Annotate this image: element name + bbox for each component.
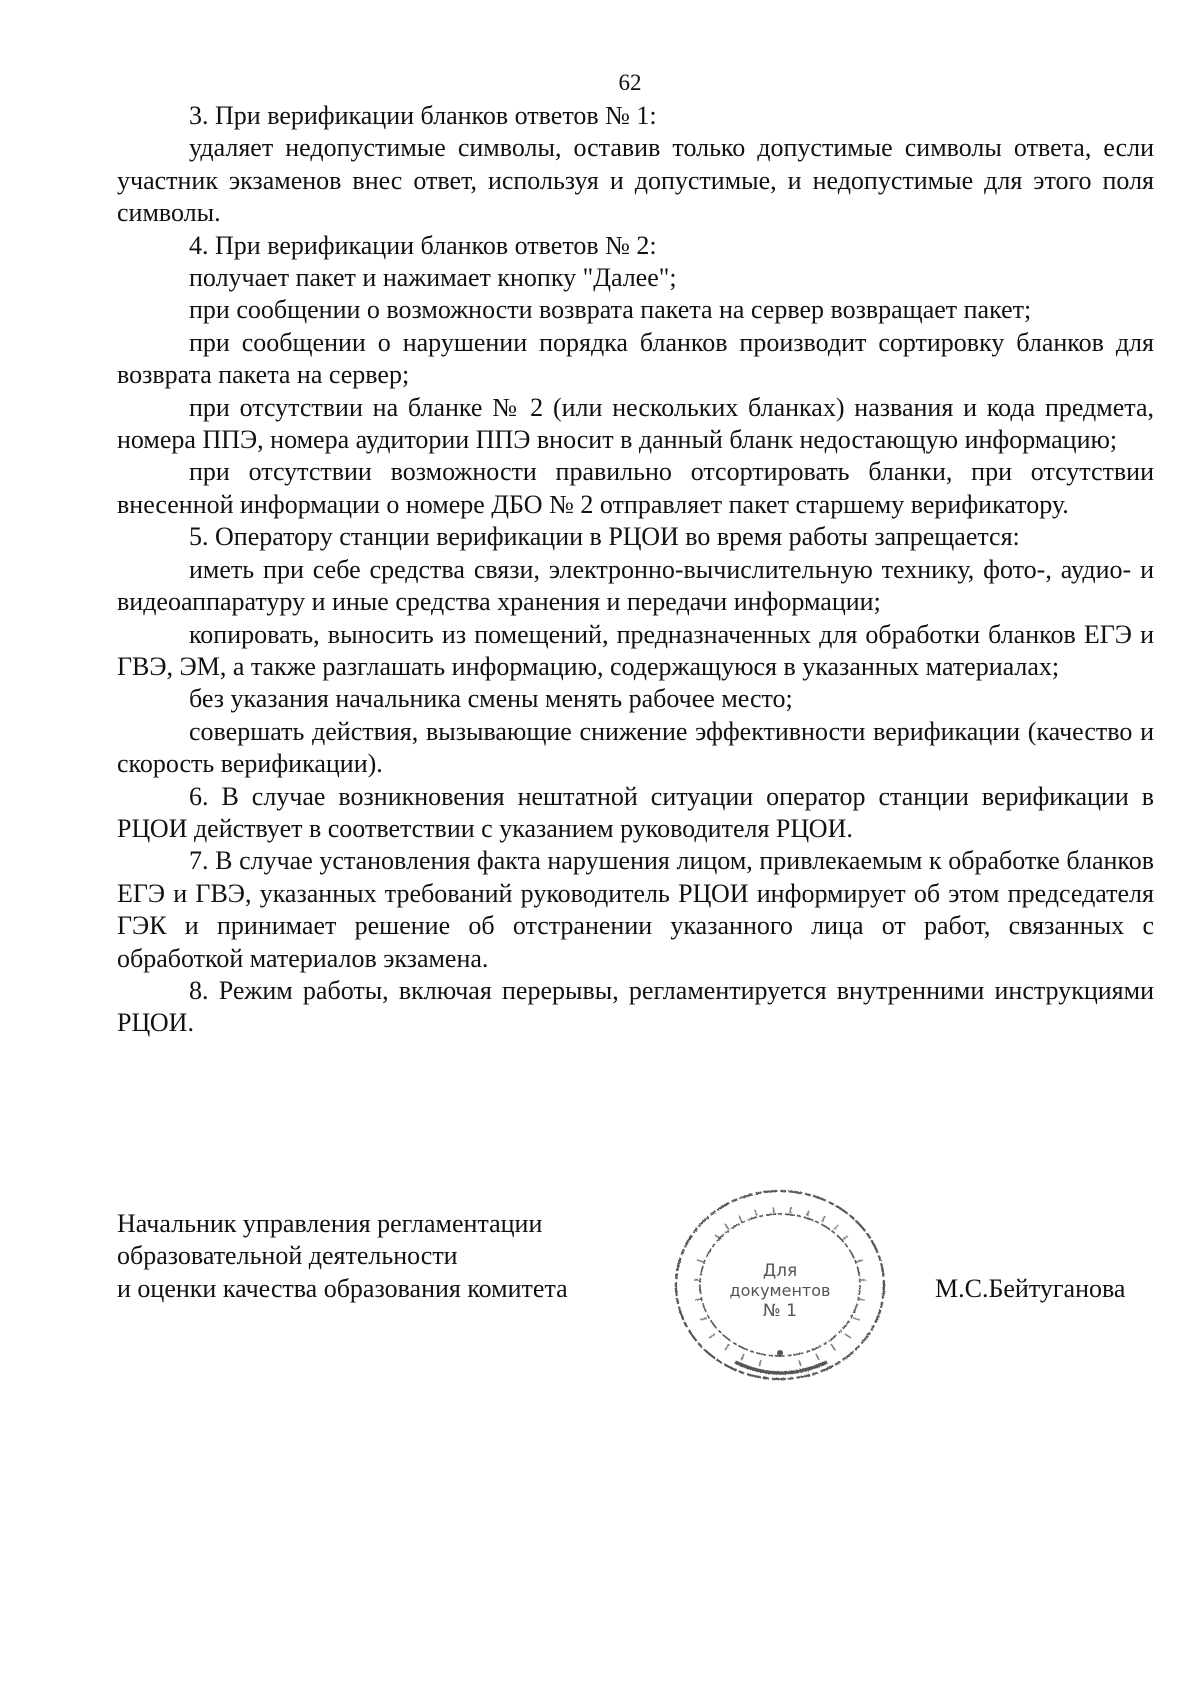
official-stamp <box>665 1180 895 1390</box>
paragraph-6: 6. В случае возникновения нештатной ситуации оператор станции верификации в РЦОИ действует в соответствии с указанием руководителя РЦОИ. <box>117 781 1154 843</box>
stamp-line-3: № 1 <box>763 1301 797 1321</box>
paragraph-5-item-4: совершать действия, вызывающие снижение эффективности верификации (качество и скорость верификации). <box>117 716 1154 779</box>
paragraph-4-item-5: при отсутствии возможности правильно отсортировать бланки, при отсутствии внесенной информации о номере ДБО № 2 отправляет пакет старшему верификатору. <box>117 457 1154 519</box>
paragraph-4-item-4: при отсутствии на бланке № 2 (или нескольких бланках) названия и кода предмета, номера ППЭ, номера аудитории ППЭ вносит в данный бланк недостающую информацию; <box>117 392 1154 455</box>
paragraph-4: 4. При верификации бланков ответов № 2: <box>189 230 657 260</box>
paragraph-3-item-1: удаляет недопустимые символы, оставив только допустимые символы ответа, если участник экзаменов внес ответ, используя и допустимые, и недопустимые для этого поля символы. <box>117 133 1154 228</box>
paragraph-3: 3. При верификации бланков ответов № 1: <box>189 101 657 130</box>
stamp-line-1: Для <box>762 1261 798 1281</box>
paragraph-5-item-3: без указания начальника смены менять рабочее место; <box>189 684 793 714</box>
signature-position-line-1: Начальник управления регламентации <box>117 1209 543 1238</box>
stamp-seal-icon <box>665 1180 895 1390</box>
signature-position-line-2: образовательной деятельности <box>117 1241 458 1271</box>
paragraph-8: 8. Режим работы, включая перерывы, регламентируется внутренними инструкциями РЦОИ. <box>117 975 1154 1038</box>
paragraph-4-item-3: при сообщении о нарушении порядка бланков производит сортировку бланков для возврата пакета на сервер; <box>117 327 1154 390</box>
paragraph-7: 7. В случае установления факта нарушения лицом, привлекаемым к обработке бланков ЕГЭ и ГВЭ, указанных требований руководитель РЦОИ информирует об этом председателя ГЭК и принимает решение об отстранении указанного лица от работ, связанных с обработкой материалов экзамена. <box>117 846 1154 973</box>
paragraph-5-item-2: копировать, выносить из помещений, предназначенных для обработки бланков ЕГЭ и ГВЭ, ЭМ, а также разглашать информацию, содержащуюся в указанных материалах; <box>117 619 1154 681</box>
document-body <box>117 100 1154 1040</box>
paragraph-4-item-1: получает пакет и нажимает кнопку "Далее"; <box>189 263 677 293</box>
paragraph-5-item-1: иметь при себе средства связи, электронно-вычислительную технику, фото-, аудио- и видеоаппаратуру и иные средства хранения и передачи информации; <box>117 554 1154 617</box>
page-number: 62 <box>618 70 642 95</box>
paragraph-4-item-2: при сообщении о возможности возврата пакета на сервер возвращает пакет; <box>189 295 1032 325</box>
signature-position <box>117 1208 568 1305</box>
paragraph-5: 5. Оператору станции верификации в РЦОИ во время работы запрещается: <box>189 522 1020 552</box>
signature-position-line-3: и оценки качества образования комитета <box>117 1273 568 1303</box>
stamp-line-2: документов <box>729 1281 831 1300</box>
signer-name: М.С.Бейтуганова <box>935 1274 1126 1303</box>
